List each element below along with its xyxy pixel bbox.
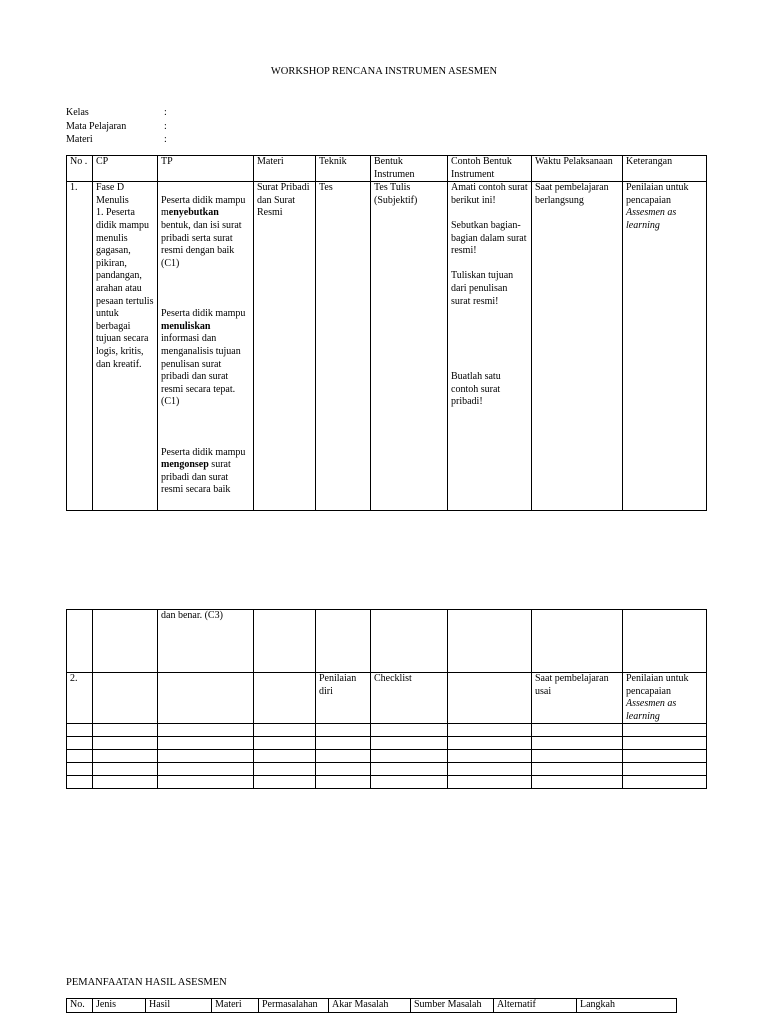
meta-colon: : [164,107,167,118]
row1-contoh [448,182,532,510]
header-permasalahan: Permasalahan [259,999,329,1013]
assessment-table [66,155,707,511]
row2-teknik: Penilaian diri [316,673,371,724]
meta-mata-pelajaran-label: Mata Pelajaran [66,120,127,132]
header-alternatif: Alternatif [494,999,577,1013]
row1-materi: Surat Pribadi dan Surat Resmi [254,182,316,510]
meta-mata-pelajaran [66,120,167,135]
table-row-empty [67,763,707,776]
row1-cp: Fase D Menulis 1. Peserta didik mampu menulis gagasan, pikiran, pandangan, arahan atau pesaan tertulis untuk berbagai tujuan secara logis, kritis, dan kreatif. [93,182,158,510]
header-hasil: Hasil [146,999,212,1013]
pemanfaatan-table [66,998,677,1013]
header-akar-masalah: Akar Masalah [329,999,411,1013]
row1-bentuk: Tes Tulis (Subjektif) [371,182,448,510]
meta-kelas-label: Kelas [66,107,89,118]
row2-bentuk: Checklist [371,673,448,724]
table-header-row [67,999,677,1013]
meta-colon: : [164,134,167,146]
row1-waktu: Saat pembelajaran berlangsung [532,182,623,510]
tp-paragraph: Peserta didik mampu menyebutkan bentuk, dan isi surat pribadi serta surat resmi dengan baik (C1) [161,194,246,269]
header-waktu: Waktu Pelaksanaan [532,156,623,182]
header-contoh: Contoh Bentuk Instrument [448,156,532,182]
contoh-item: Tuliskan tujuan dari penulisan surat resmi! [451,270,514,307]
meta-materi-label: Materi [66,134,93,146]
row1-keterangan: Penilaian untuk pencapaian Assesmen as learning [623,182,707,510]
table-header-row [67,156,707,182]
page-title: WORKSHOP RENCANA INSTRUMEN ASESMEN [270,66,498,77]
table-row-empty [67,776,707,789]
row2-waktu: Saat pembelajaran usai [532,673,623,724]
row1-tp [158,182,254,510]
tp-paragraph: Peserta didik mampu mengonsep surat pribadi dan surat resmi secara baik [161,446,246,496]
header-no: No. [67,999,93,1013]
header-keterangan: Keterangan [623,156,707,182]
contoh-item: Amati contoh surat berikut ini! [451,182,528,206]
section-title: PEMANFAATAN HASIL ASESMEN [66,977,227,988]
table-row [67,673,707,724]
table-row [67,610,707,673]
row2-no: 2. [67,673,93,724]
header-sumber-masalah: Sumber Masalah [411,999,494,1013]
row1-no: 1. [67,182,93,510]
row2-keterangan: Penilaian untuk pencapaian Assesmen as learning [623,673,707,724]
header-langkah: Langkah [577,999,677,1013]
contoh-item: Buatlah satu contoh surat pribadi! [451,371,501,408]
header-bentuk: Bentuk Instrumen [371,156,448,182]
meta-block [66,107,167,148]
continuation-tp: dan benar. (C3) [158,610,254,673]
tp-paragraph: Peserta didik mampu menuliskan informasi dan menganalisis tujuan penulisan surat pribadi dan surat resmi secara tepat. (C1) [161,308,246,408]
header-jenis: Jenis [93,999,146,1013]
assessment-table-continued [66,609,707,789]
meta-kelas [66,107,167,121]
row1-teknik: Tes [316,182,371,510]
table-row-empty [67,724,707,737]
meta-materi [66,134,167,148]
header-cp: CP [93,156,158,182]
header-teknik: Teknik [316,156,371,182]
header-materi: Materi [254,156,316,182]
meta-colon: : [164,120,167,132]
header-tp: TP [158,156,254,182]
contoh-item: Sebutkan bagian-bagian dalam surat resmi! [451,219,527,257]
table-row-empty [67,737,707,750]
table-row-empty [67,750,707,763]
header-no: No . [67,156,93,182]
header-materi: Materi [212,999,259,1013]
table-row [67,182,707,510]
